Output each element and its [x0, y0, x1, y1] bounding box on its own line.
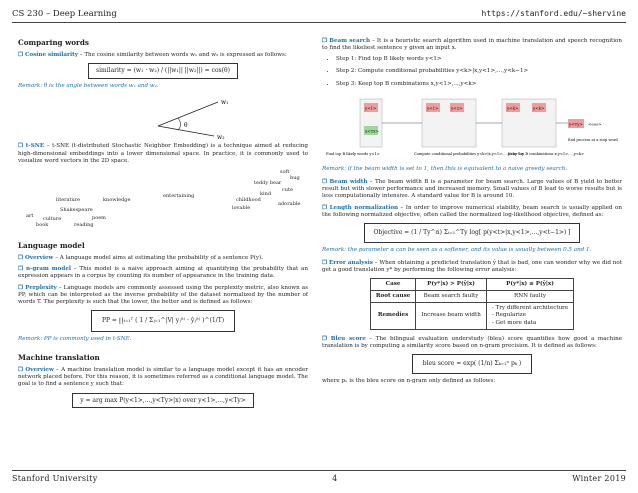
table-header-row [370, 279, 573, 291]
cosine-term: ❐ Cosine similarity [18, 52, 78, 59]
tsne-word: childhood [236, 196, 261, 203]
table-header-cell: P(y*|x) > P(ŷ|x) [416, 279, 487, 291]
ngram-text: – This model is a naive approach aiming at quantifying the probability that an expression appears in a corpus by counting its number of appearance in the training data. [18, 266, 308, 280]
right-column [322, 30, 622, 389]
mt-formula-row [18, 393, 308, 409]
section-title-comparing: Comparing words [18, 38, 89, 47]
beam-node-label: y<1> [427, 105, 439, 111]
beam-step: • Step 3: Keep top B combinations x,y<1>,...,y<k> [336, 81, 622, 88]
beam-search-figure [322, 93, 622, 159]
table-cell: RNN faulty [486, 291, 573, 303]
cosine-formula: similarity = (w₁ · w₂) / (||w₁|| ||w₂||) = cos(θ) [88, 63, 238, 79]
overview-text: – A language model aims at estimating the probability of a sentence P(y). [53, 255, 264, 262]
lengthnorm-remark: Remark: the parameter α can be seen as a softener, and its value is usually between 0.5 and 1. [322, 246, 592, 253]
lengthnorm-formula: Objective = (1 / Ty^α) Σₜ₌₁^Ty log[ p(y<t>|x,y<1>,...,y<t−1>) ] [364, 223, 579, 243]
table-row [370, 291, 573, 303]
bleu-text: – The bilingual evaluation understudy (bleu) score quantifies how good a machine translation is by computing a similarity score based on n-gram precision. It is defined as follows: [322, 335, 622, 349]
mt-text: – A machine translation model is similar to a language model except it has an encoder network placed before. For this reason, it is sometimes referred as a conditional language model. The goal is to find a sentence y such that: [18, 367, 308, 388]
tsne-word: kind [260, 190, 272, 197]
footer-term: Winter 2019 [572, 474, 626, 483]
beam-paragraph [322, 38, 622, 52]
beam-caption: Keep top B combinations x,y<1>,...,y<k> [508, 151, 585, 156]
tsne-word: art [26, 212, 34, 219]
ngram-paragraph [18, 266, 308, 280]
tsne-word: culture [43, 215, 62, 222]
error-text: – When obtaining a predicted translation ŷ that is bad, one can wonder why we did not get a good translation y* by performing the following error analysis: [322, 259, 622, 273]
table-cell: Remedies [370, 303, 415, 329]
header-rule [12, 22, 626, 23]
cosine-remark: Remark: θ is the angle between words w₁ and w₂. [18, 83, 159, 90]
ngram-term: ❐ n-gram model [18, 266, 71, 273]
cosine-text: – The cosine similarity between words w₁ and w₂ is expressed as follows: [77, 52, 287, 59]
bleu-formula: bleu score = exp( (1/n) Σₖ₌₁ⁿ pₖ ) [412, 354, 533, 374]
bleu-paragraph [322, 336, 622, 350]
beam-node-label: y<k> [533, 105, 545, 111]
beam-step: • Step 1: Find top B likely words y<1> [336, 56, 622, 63]
tsne-word: poem [92, 214, 106, 221]
error-term: ❐ Error analysis [322, 259, 373, 266]
table-cell: Beam search faulty [416, 291, 487, 303]
beam-remark: Remark: if the beam width is set to 1, then this is equivalent to a naive greedy search. [322, 165, 568, 172]
tsne-word: knowledge [103, 196, 131, 203]
tsne-term: ❐ t-SNE [18, 143, 45, 150]
cosine-formula-row [18, 63, 308, 79]
section-title-lm: Language model [18, 240, 85, 250]
perplexity-term: ❐ Perplexity [18, 284, 57, 291]
beam-caption: End process at a stop word [568, 137, 618, 142]
tsne-word: lovable [232, 204, 251, 211]
tsne-word: soft [280, 168, 290, 175]
beam-step: • Step 2: Compute conditional probabilities y<k>|x,y<1>,...,y<k−1> [336, 68, 622, 75]
angle-arc [178, 118, 181, 130]
perplexity-text: – Language models are commonly assessed using the perplexity metric, also known as PP, which can be interpreted as the inverse probability of the dataset normalized by the number of words T. The perplexity is such that the lower, the better and is defined as follows: [18, 284, 308, 305]
beam-text: – It is a heuristic search algorithm used in machine translation and speech recognition to find the likeliest sentence y given an input x. [322, 38, 622, 52]
section-title-mt: Machine translation [18, 352, 100, 362]
table-cell: Root cause [370, 291, 415, 303]
beam-node-label: x<Tx> [365, 128, 379, 134]
beam-node-label: y<1> [365, 105, 377, 111]
beam-node-label: y<Ty> [569, 121, 583, 127]
table-header-cell: P(y*|x) ≤ P(ŷ|x) [486, 279, 573, 291]
cosine-figure [18, 96, 308, 140]
beam-node-label: y<k> [507, 105, 519, 111]
tsne-word: Shakespeare [60, 206, 93, 213]
perplexity-remark: Remark: PP is commonly used in t-SNE. [18, 335, 132, 342]
beamwidth-paragraph [322, 179, 622, 200]
perplexity-paragraph [18, 285, 308, 306]
footer-rule [12, 470, 626, 471]
mt-paragraph [18, 367, 308, 388]
mt-formula: y = arg max P(y<1>,...,y<Ty>|x) over y<1>,...,y<Ty> [72, 393, 254, 409]
tsne-word: teddy bear [254, 179, 282, 186]
bleu-formula-row [322, 354, 622, 374]
beam-caption: Compute conditional probabilities y<k>|x,y<1>,...,y<k−1> [414, 151, 524, 156]
tsne-word-cloud [18, 169, 308, 229]
cosine-paragraph [18, 52, 308, 59]
table-row [370, 303, 573, 329]
remedy-item: - Get more data [491, 319, 537, 326]
error-paragraph [322, 260, 622, 274]
bleu-term: ❐ Bleu score [322, 335, 366, 342]
lengthnorm-text: – In order to improve numerical stability, beam search is usually applied on the following normalized objective, often called the normalized log-likelihood objective, defined as: [322, 204, 622, 218]
beamwidth-term: ❐ Beam width [322, 179, 368, 186]
beam-steps [336, 56, 622, 87]
page-number: 4 [332, 474, 338, 483]
page-header [12, 9, 626, 19]
table-header-cell: Case [370, 279, 415, 291]
tsne-paragraph [18, 143, 308, 164]
label-w2: w₂ [217, 134, 225, 141]
footer-university: Stanford University [12, 474, 98, 483]
lengthnorm-term: ❐ Length normalization [322, 204, 399, 211]
mt-term: ❐ Overview [18, 367, 54, 374]
bleu-after-text: where pₙ is the bleu score on n-gram only defined as follows: [322, 377, 496, 384]
label-theta: θ [184, 122, 188, 130]
error-analysis-table [370, 278, 574, 330]
lengthnorm-paragraph [322, 205, 622, 219]
beam-caption: Find top B likely words y<1> [326, 151, 380, 156]
label-w1: w₁ [221, 99, 229, 107]
course-title: CS 230 – Deep Learning [12, 9, 117, 19]
tsne-word: adorable [278, 200, 301, 207]
tsne-word: hug [290, 174, 300, 181]
left-column [18, 30, 308, 412]
perplexity-formula-row [18, 310, 308, 332]
page-footer [12, 474, 626, 483]
perplexity-formula: PP = ∏ₜ₌₁ᵀ ( 1 / Σⱼ₌₁^|V| yⱼ⁽ᵗ⁾ · ŷⱼ⁽ᵗ⁾ )^(1/T) [91, 310, 235, 332]
header-url[interactable]: https://stanford.edu/~shervine [481, 9, 626, 18]
overview-paragraph [18, 255, 308, 262]
table-cell: Increase beam width [416, 303, 487, 329]
tsne-word: entertaining [163, 192, 195, 199]
vector-w1 [158, 102, 218, 126]
tsne-text: – t-SNE (t-distributed Stochastic Neighbor Embedding) is a technique aimed at reducing high-dimensional embeddings into a lower dimensional space. In practice, it is commonly used to visualize word vectors in the 2D space. [18, 143, 308, 164]
beamwidth-text: – The beam width B is a parameter for beam search. Large values of B yield to better result but with slower performance and increased memory. Small values of B lead to worse results but is less computationally intensive. A standard value for B is around 10. [322, 179, 622, 200]
tsne-word: book [36, 221, 49, 228]
lengthnorm-formula-row [322, 223, 622, 243]
overview-term: ❐ Overview [18, 255, 54, 262]
beam-term: ❐ Beam search [322, 38, 371, 44]
tsne-word: cute [282, 186, 293, 193]
table-cell [486, 303, 573, 329]
remedy-item: - Try different architecture [491, 305, 569, 312]
beam-node-label: y<2> [451, 105, 463, 111]
eos-label: <eos> [588, 121, 602, 127]
tsne-word: reading [74, 221, 94, 228]
remedy-item: - Regularize [491, 312, 527, 319]
tsne-word: literature [56, 196, 81, 203]
